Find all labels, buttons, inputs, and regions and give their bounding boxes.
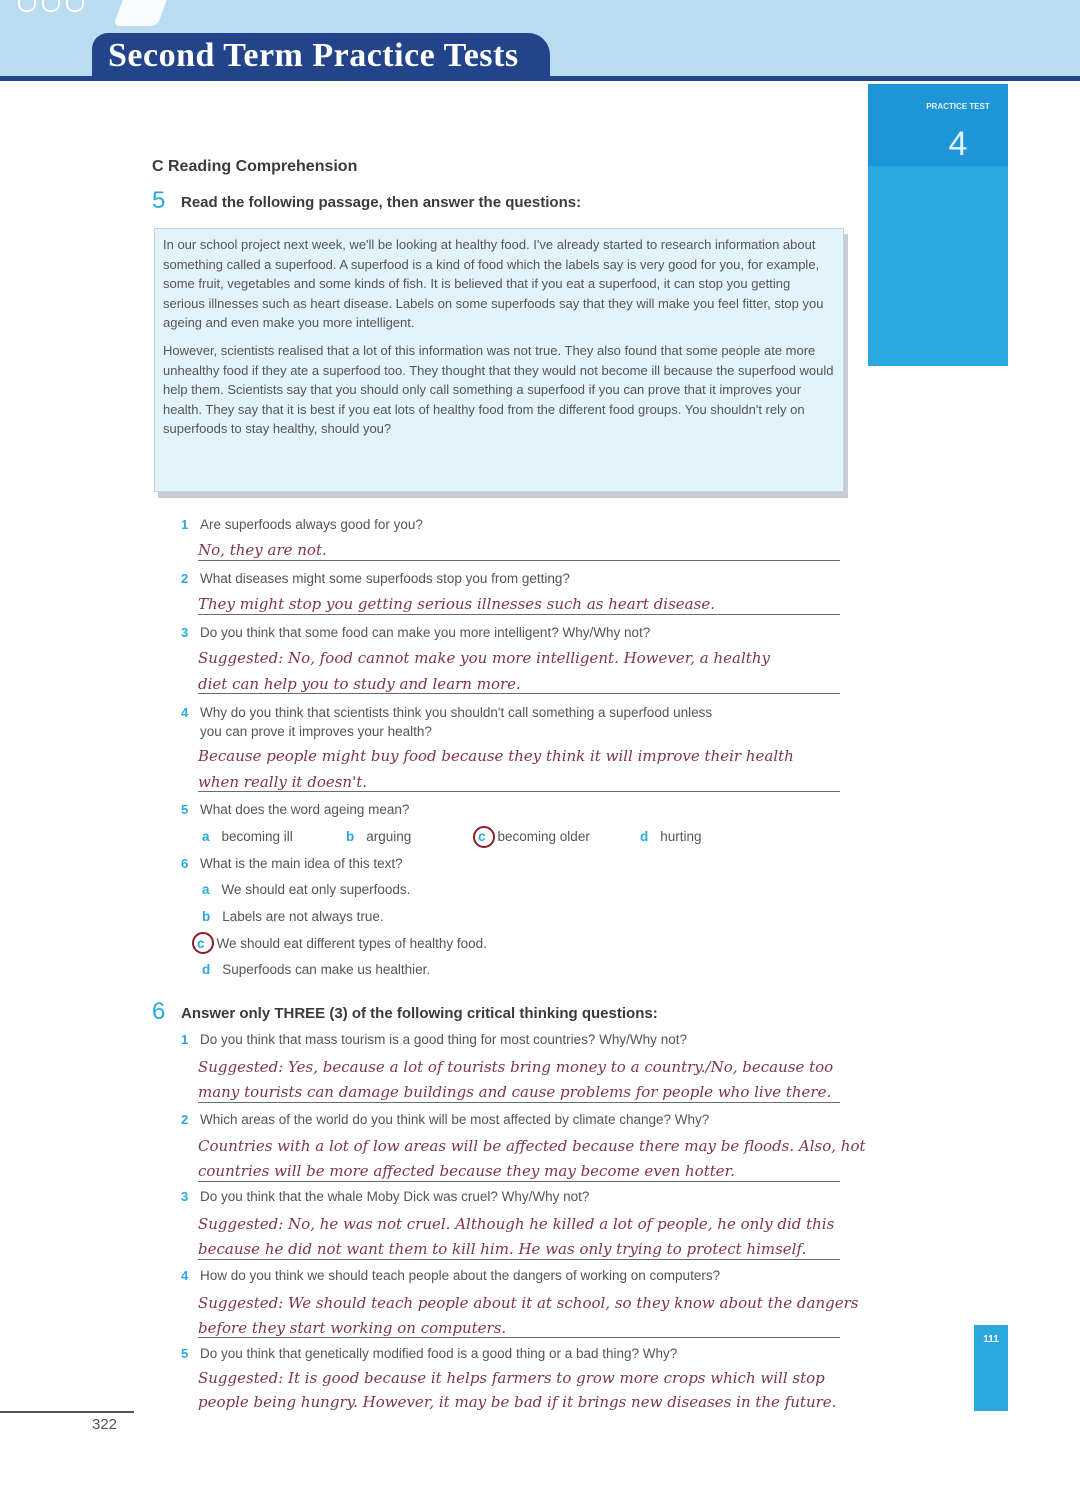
q6-item-1-question: Do you think that mass tourism is a good thing for most countries? Why/Why not? [200,1032,687,1047]
question-5-instruction: Read the following passage, then answer the questions: [181,194,582,211]
practice-side-bar-top [868,84,1008,166]
q5-item-5-option-d: d hurting [640,829,702,844]
answer-line [198,693,840,694]
q5-item-3-number: 3 [181,625,189,640]
q5-item-6-question: What is the main idea of this text? [200,856,403,871]
q5-item-4-question-line-2: you can prove it improves your health? [200,724,432,739]
selected-answer-circle [473,826,495,848]
q6-item-1-answer-line-2: many tourists can damage buildings and cause problems for people who live there. [198,1083,832,1101]
q6-item-3-answer-line-2: because he did not want them to kill him. He was only trying to protect himself. [198,1240,807,1258]
page-side-tab-label: 111 [983,1334,999,1345]
practice-test-label: PRACTICE TEST [926,102,990,111]
q5-item-6-option-d: d Superfoods can make us healthier. [202,962,431,977]
practice-test-number: 4 [948,125,968,163]
selected-answer-circle [192,932,214,954]
q5-item-1-number: 1 [181,517,189,532]
q5-item-6-option-a: a We should eat only superfoods. [202,882,411,897]
q5-item-2-question: What diseases might some superfoods stop you from getting? [200,571,570,586]
q6-item-4-answer-line-2: before they start working on computers. [198,1319,507,1337]
question-5-number: 5 [152,187,166,214]
q6-item-3-number: 3 [181,1189,189,1204]
q6-item-5-answer-line-1: Suggested: It is good because it helps farmers to grow more crops which will stop [198,1369,825,1387]
q6-item-4-question: How do you think we should teach people about the dangers of working on computers? [200,1268,721,1283]
q5-item-3-answer-line-2: diet can help you to study and learn more. [198,675,521,693]
answer-line [198,560,840,561]
q5-item-1-question: Are superfoods always good for you? [200,517,423,532]
q5-item-5-question: What does the word ageing mean? [200,802,410,817]
footer-rule [0,1411,134,1413]
question-6-instruction: Answer only THREE (3) of the following critical thinking questions: [181,1005,658,1022]
q5-item-5-number: 5 [181,802,189,817]
q5-item-2-number: 2 [181,571,189,586]
title-rule [0,76,1080,81]
section-heading: C Reading Comprehension [152,158,358,175]
q5-item-4-question-line-1: Why do you think that scientists think you shouldn't call something a superfood unless [200,705,713,720]
reading-passage [154,228,844,492]
answer-line [198,1181,840,1182]
passage-paragraph-2: However, scientists realised that a lot of this information was not true. They also found that some people ate more unhealthy food if they ate a superfood too. They thought that they would not become ill because the superfood would help them. Scientists say that you should only call something a superfood if you can prove that it improves your health. They say that it is best if you eat lots of healthy food from the different food groups. You shouldn't rely on superfoods to stay healthy, should you? [163,342,834,437]
q5-item-4-answer-line-1: Because people might buy food because they think it will improve their health [198,747,794,765]
decorative-dots [18,0,84,12]
answer-line [198,614,840,615]
answer-line [198,1337,840,1338]
q5-item-6-option-b: b Labels are not always true. [202,909,384,924]
q6-item-5-number: 5 [181,1346,189,1361]
q5-item-3-answer-line-1: Suggested: No, food cannot make you more intelligent. However, a healthy [198,649,770,667]
q5-item-5-option-b: b arguing [346,829,412,844]
q6-item-1-number: 1 [181,1032,189,1047]
q6-item-1-answer-line-1: Suggested: Yes, because a lot of tourists bring money to a country./No, because too [198,1058,834,1076]
q5-item-4-number: 4 [181,705,189,720]
q6-item-3-answer-line-1: Suggested: No, he was not cruel. Although he killed a lot of people, he only did this [198,1215,835,1233]
q5-item-5-option-c: c becoming older [478,829,590,844]
q5-item-4-answer-line-2: when really it doesn't. [198,773,368,791]
q5-item-6-option-c: c We should eat different types of healthy food. [197,936,487,951]
q6-item-2-answer-line-2: countries will be more affected because they may become even hotter. [198,1162,735,1180]
q5-item-2-answer: They might stop you getting serious illnesses such as heart disease. [198,595,715,613]
passage-paragraph-1: In our school project next week, we'll be looking at healthy food. I've already started to research information about something called a superfood. A superfood is a kind of food which the labels say is very good for you, for example, some fruit, vegetables and some kinds of fish. It is believed that if you eat a superfood, it can stop you getting serious illnesses such as heart disease. Labels on some superfoods say that they will make you feel fitter, stop you ageing and even make you more intelligent. [163,237,824,331]
q6-item-4-answer-line-1: Suggested: We should teach people about it at school, so they know about the dangers [198,1294,859,1312]
answer-line [198,1259,840,1260]
q5-item-1-answer: No, they are not. [198,541,327,559]
q5-item-6-number: 6 [181,856,189,871]
q6-item-2-question: Which areas of the world do you think will be most affected by climate change? Why? [200,1112,710,1127]
answer-line [198,1102,840,1103]
q6-item-2-number: 2 [181,1112,189,1127]
answer-line [198,791,840,792]
q6-item-5-answer-line-2: people being hungry. However, it may be bad if it brings new diseases in the future. [198,1393,837,1411]
q5-item-3-question: Do you think that some food can make you more intelligent? Why/Why not? [200,625,651,640]
page-title: Second Term Practice Tests [108,37,519,74]
q6-item-4-number: 4 [181,1268,189,1283]
page-number: 322 [92,1416,118,1433]
q6-item-3-question: Do you think that the whale Moby Dick was cruel? Why/Why not? [200,1189,590,1204]
q5-item-5-option-a: a becoming ill [202,829,293,844]
q6-item-5-question: Do you think that genetically modified food is a good thing or a bad thing? Why? [200,1346,678,1361]
question-6-number: 6 [152,998,166,1025]
q6-item-2-answer-line-1: Countries with a lot of low areas will be affected because there may be floods. Also, hot [198,1137,866,1155]
